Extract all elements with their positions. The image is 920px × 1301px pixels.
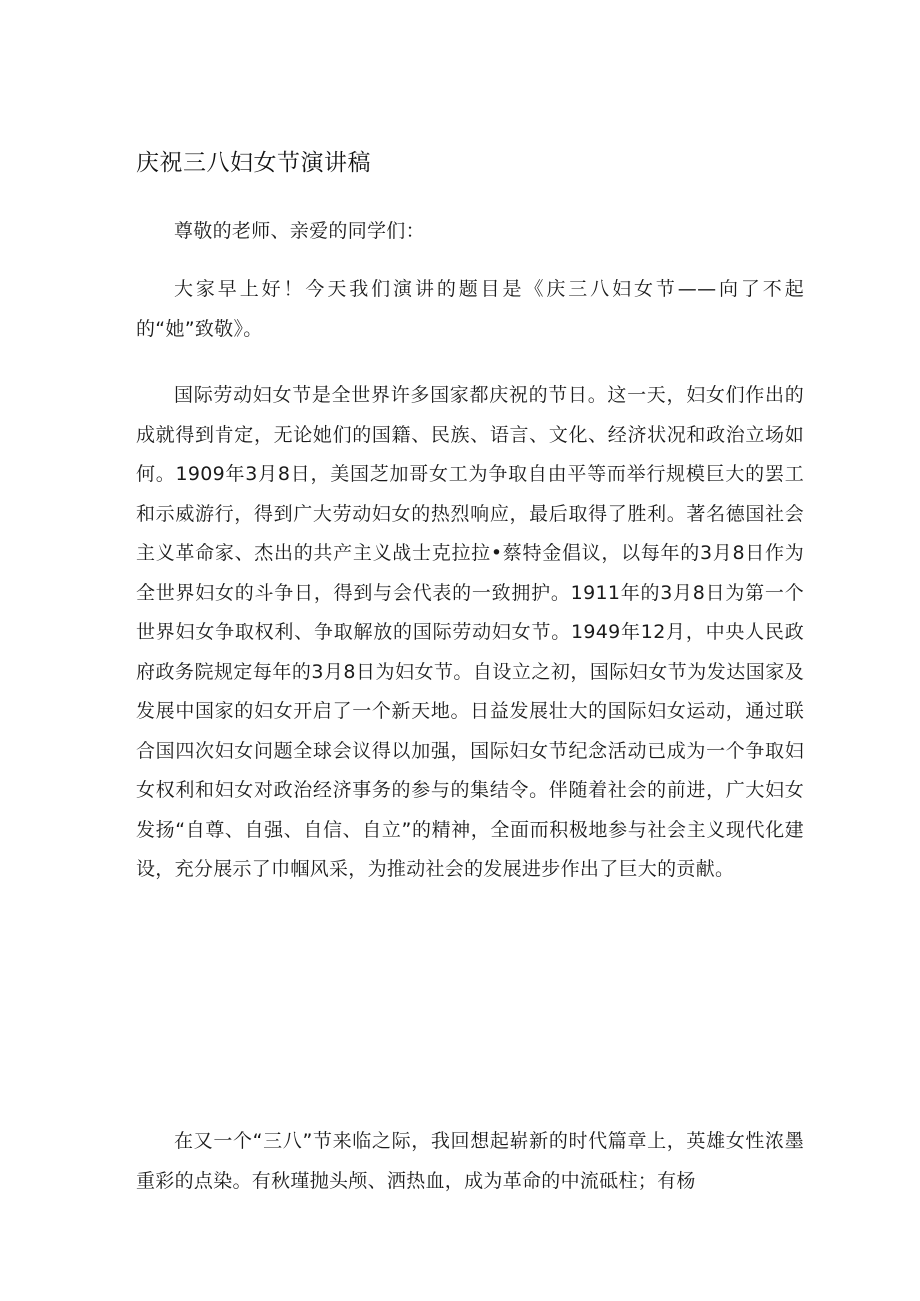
closing-paragraph: 在又一个“三八”节来临之际，我回想起崭新的时代篇章上，英雄女性浓墨重彩的点染。有秋瑾抛头颅、洒热血，成为革命的中流砥柱；有杨 — [136, 1130, 804, 1192]
greeting-paragraph: 尊敬的老师、亲爱的同学们： — [174, 220, 425, 242]
intro-paragraph: 大家早上好！今天我们演讲的题目是《庆三八妇女节——向了不起的“她”致敬》。 — [136, 278, 804, 340]
history-paragraph: 国际劳动妇女节是全世界许多国家都庆祝的节日。这一天，妇女们作出的成就得到肯定，无论她们的国籍、民族、语言、文化、经济状况和政治立场如何。1909年3月8日，美国芝加哥女工为争取自由平等而举行规模巨大的罢工和示威游行，得到广大劳动妇女的热烈响应，最后取得了胜利。著名德国社会主义革命家、杰出的共产主义战士克拉拉•蔡特金倡议，以每年的3月8日作为全世界妇女的斗争日，得到与会代表的一致拥护。1911年的3月8日为第一个世界妇女争取权利、争取解放的国际劳动妇女节。1949年12月，中央人民政府政务院规定每年的3月8日为妇女节。自设立之初，国际妇女节为发达国家及发展中国家的妇女开启了一个新天地。日益发展壮大的国际妇女运动，通过联合国四次妇女问题全球会议得以加强，国际妇女节纪念活动已成为一个争取妇女权利和妇女对政治经济事务的参与的集结令。伴随着社会的前进，广大妇女发扬“自尊、自强、自信、自立”的精神，全面而积极地参与社会主义现代化建设，充分展示了巾帼风采，为推动社会的发展进步作出了巨大的贡献。 — [136, 384, 804, 880]
document-title: 庆祝三八妇女节演讲稿 — [136, 150, 371, 176]
